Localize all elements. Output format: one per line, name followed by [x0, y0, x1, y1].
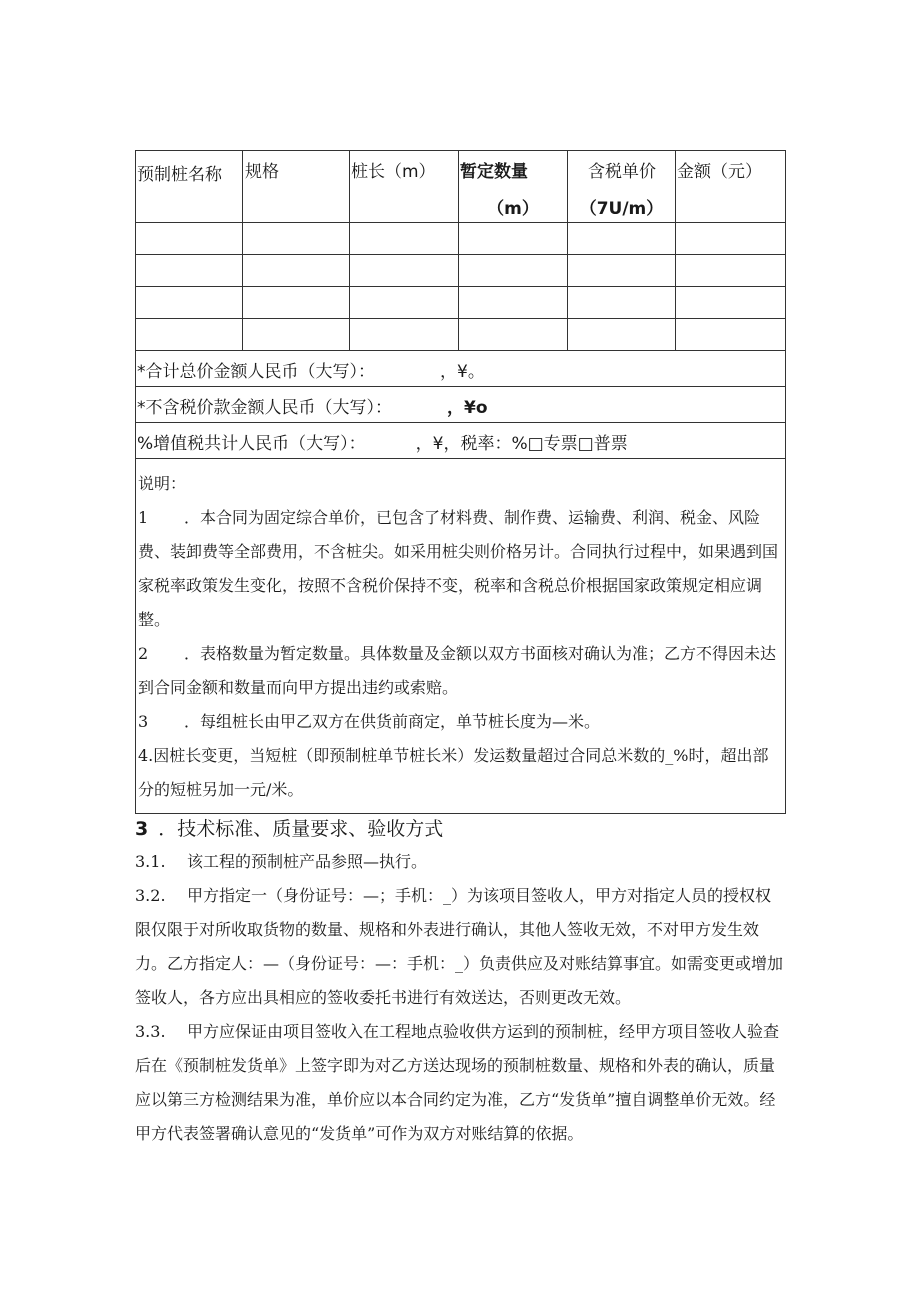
header-unit-price: 含税单价 （7U/m）: [568, 151, 676, 223]
table-cell[interactable]: [243, 287, 350, 319]
header-spec: 规格: [243, 151, 350, 223]
table-cell[interactable]: [676, 319, 786, 351]
table-cell[interactable]: [136, 223, 243, 255]
section-heading: 3 ．技术标准、质量要求、验收方式: [135, 818, 444, 840]
pre-tax-price-row: [136, 387, 786, 423]
table-cell[interactable]: [676, 287, 786, 319]
table-row: [136, 255, 786, 287]
header-pile-length: 桩长（m）: [350, 151, 459, 223]
paragraph-3-3: 3.3. 甲方应保证由项目签收入在工程地点验收供方运到的预制桩，经甲方项目签收人验查后在《预制桩发货单》上签字即为对乙方送达现场的预制桩数量、规格和外表的确认，质量应以第三方检测结果为准，单价应以本合同约定为准，乙方“发货单”擅自调整单价无效。经甲方代表签署确认意见的“发货单”可作为双方对账结算的依据。: [135, 1022, 780, 1143]
header-pile-name: 预制桩名称: [136, 151, 243, 223]
note-item: 1 ．本合同为固定综合单价，已包含了材料费、制作费、运输费、利润、税金、风险费、装卸费等全部费用，不含桩尖。如采用桩尖则价格另计。合同执行过程中，如果遇到国家税率政策发生变化，按照不含税价保持不变，税率和含税总价根据国家政策规定相应调整。: [138, 508, 779, 629]
notes-title: 说明：: [138, 474, 187, 493]
table-cell[interactable]: [676, 255, 786, 287]
table-cell[interactable]: [350, 319, 459, 351]
header-amount: 金额（元）: [676, 151, 786, 223]
table-cell[interactable]: [676, 223, 786, 255]
notes-row: [136, 459, 786, 814]
note-item: 3 ．每组桩长由甲乙双方在供货前商定，单节桩长度为—米。: [138, 712, 601, 731]
table-cell[interactable]: [568, 255, 676, 287]
notes-cell: [136, 459, 786, 814]
table-cell[interactable]: [568, 223, 676, 255]
table-cell[interactable]: [459, 287, 568, 319]
table-cell[interactable]: [136, 287, 243, 319]
vat-row: [136, 423, 786, 459]
paragraph-3-1: 3.1. 该工程的预制桩产品参照—执行。: [135, 852, 428, 871]
pre-tax-price-cell: *不含税价款金额人民币（大写）： ，¥o: [136, 387, 786, 423]
paragraph-3-2: 3.2. 甲方指定一（身份证号：—；手机：_）为该项目签收人，甲方对指定人员的授权权限仅限于对所收取货物的数量、规格和外表进行确认，其他人签收无效，不对甲方发生效力。乙方指定人：—（身份证号：—：手机：_）负责供应及对账结算事宜。如需变更或增加签收人，各方应出具相应的签收委托书进行有效送达，否则更改无效。: [135, 886, 784, 1007]
table-cell[interactable]: [459, 255, 568, 287]
table-cell[interactable]: [568, 319, 676, 351]
note-item: 2 ．表格数量为暂定数量。具体数量及金额以双方书面核对确认为准；乙方不得因未达到合同金额和数量而向甲方提出违约或索赔。: [138, 644, 777, 697]
table-header-row: [136, 151, 786, 223]
table-cell[interactable]: [350, 223, 459, 255]
total-price-cell: *合计总价金额人民币（大写）： ，¥。: [136, 351, 786, 387]
table-cell[interactable]: [350, 255, 459, 287]
table-cell[interactable]: [350, 287, 459, 319]
table-cell[interactable]: [136, 255, 243, 287]
table-cell[interactable]: [459, 319, 568, 351]
table-row: [136, 287, 786, 319]
header-quantity: 暂定数量 （m）: [459, 151, 568, 223]
note-item: 4.因桩长变更，当短桩（即预制桩单节桩长米）发运数量超过合同总米数的_%时，超出部分的短桩另加一元/米。: [138, 746, 769, 799]
table-cell[interactable]: [243, 255, 350, 287]
table-row: [136, 223, 786, 255]
table-row: [136, 319, 786, 351]
table-cell[interactable]: [459, 223, 568, 255]
vat-cell: %增值税共计人民币（大写）： ，¥，税率：%□专票□普票: [136, 423, 786, 459]
total-price-row: [136, 351, 786, 387]
table-cell[interactable]: [136, 319, 243, 351]
table-cell[interactable]: [243, 223, 350, 255]
table-cell[interactable]: [243, 319, 350, 351]
table-cell[interactable]: [568, 287, 676, 319]
price-table: [135, 150, 786, 814]
